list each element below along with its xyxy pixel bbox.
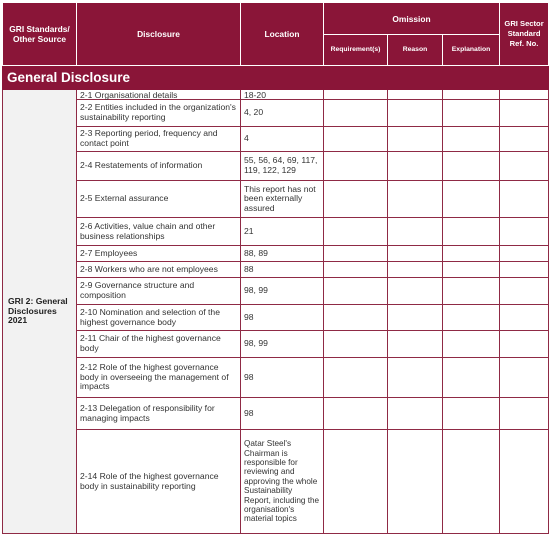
header-sector-ref: GRI Sector Standard Ref. No. xyxy=(500,3,549,66)
location-cell: 4 xyxy=(241,127,324,152)
sector-ref-cell xyxy=(500,430,549,534)
reason-cell xyxy=(388,127,443,152)
standard-label: GRI 2: General Disclosures 2021 xyxy=(3,90,77,534)
disclosure-cell: 2-12 Role of the highest governance body in overseeing the management of impacts xyxy=(77,358,241,398)
sector-ref-cell xyxy=(500,305,549,331)
disclosure-cell: 2-14 Role of the highest governance body in sustainability reporting xyxy=(77,430,241,534)
location-cell: 98, 99 xyxy=(241,278,324,305)
disclosure-cell: 2-1 Organisational details xyxy=(77,90,241,100)
reason-cell xyxy=(388,262,443,278)
location-cell: 98 xyxy=(241,305,324,331)
table-row xyxy=(3,181,549,218)
requirements-cell xyxy=(324,262,388,278)
reason-cell xyxy=(388,278,443,305)
reason-cell xyxy=(388,398,443,430)
requirements-cell xyxy=(324,246,388,262)
disclosure-cell: 2-5 External assurance xyxy=(77,181,241,218)
requirements-cell xyxy=(324,181,388,218)
requirements-cell xyxy=(324,100,388,127)
explanation-cell xyxy=(443,331,500,358)
sector-ref-cell xyxy=(500,262,549,278)
table-row xyxy=(3,358,549,398)
header-reason: Reason xyxy=(388,35,443,66)
explanation-cell xyxy=(443,152,500,181)
requirements-cell xyxy=(324,358,388,398)
requirements-cell xyxy=(324,331,388,358)
sector-ref-cell xyxy=(500,218,549,246)
requirements-cell xyxy=(324,398,388,430)
requirements-cell xyxy=(324,127,388,152)
disclosure-cell: 2-6 Activities, value chain and other business relationships xyxy=(77,218,241,246)
requirements-cell xyxy=(324,430,388,534)
reason-cell xyxy=(388,305,443,331)
explanation-cell xyxy=(443,90,500,100)
reason-cell xyxy=(388,331,443,358)
reason-cell xyxy=(388,430,443,534)
sector-ref-cell xyxy=(500,358,549,398)
location-cell: 98, 99 xyxy=(241,331,324,358)
table-row xyxy=(3,398,549,430)
header-requirements: Requirement(s) xyxy=(324,35,388,66)
sector-ref-cell xyxy=(500,278,549,305)
explanation-cell xyxy=(443,127,500,152)
disclosure-cell: 2-13 Delegation of responsibility for managing impacts xyxy=(77,398,241,430)
reason-cell xyxy=(388,358,443,398)
disclosure-cell: 2-2 Entities included in the organization's sustainability reporting xyxy=(77,100,241,127)
explanation-cell xyxy=(443,430,500,534)
requirements-cell xyxy=(324,278,388,305)
location-cell: Qatar Steel's Chairman is responsible for reviewing and approving the whole Sustainability Report, including the organisation's material topics xyxy=(241,430,324,534)
location-cell: 21 xyxy=(241,218,324,246)
sector-ref-cell xyxy=(500,100,549,127)
explanation-cell xyxy=(443,246,500,262)
location-cell: 18-20 xyxy=(241,90,324,100)
explanation-cell xyxy=(443,181,500,218)
disclosure-cell: 2-10 Nomination and selection of the highest governance body xyxy=(77,305,241,331)
requirements-cell xyxy=(324,152,388,181)
reason-cell xyxy=(388,100,443,127)
header-location: Location xyxy=(241,3,324,66)
location-cell: 98 xyxy=(241,358,324,398)
location-cell: 88, 89 xyxy=(241,246,324,262)
header-explanation: Explanation xyxy=(443,35,500,66)
requirements-cell xyxy=(324,218,388,246)
location-cell: 4, 20 xyxy=(241,100,324,127)
table-row xyxy=(3,90,549,100)
table-row xyxy=(3,152,549,181)
location-cell: 88 xyxy=(241,262,324,278)
explanation-cell xyxy=(443,100,500,127)
location-cell: 98 xyxy=(241,398,324,430)
table-row xyxy=(3,100,549,127)
sector-ref-cell xyxy=(500,152,549,181)
disclosure-cell: 2-3 Reporting period, frequency and contact point xyxy=(77,127,241,152)
sector-ref-cell xyxy=(500,90,549,100)
reason-cell xyxy=(388,218,443,246)
reason-cell xyxy=(388,181,443,218)
header-gri-standards: GRI Standards/ Other Source xyxy=(3,3,77,66)
header-omission: Omission xyxy=(324,3,500,35)
disclosure-cell: 2-4 Restatements of information xyxy=(77,152,241,181)
reason-cell xyxy=(388,152,443,181)
sector-ref-cell xyxy=(500,181,549,218)
disclosure-cell: 2-9 Governance structure and composition xyxy=(77,278,241,305)
sector-ref-cell xyxy=(500,398,549,430)
reason-cell xyxy=(388,90,443,100)
table-row xyxy=(3,218,549,246)
section-title: General Disclosure xyxy=(3,66,549,90)
explanation-cell xyxy=(443,262,500,278)
table-row xyxy=(3,305,549,331)
sector-ref-cell xyxy=(500,127,549,152)
location-cell: This report has not been externally assured xyxy=(241,181,324,218)
table-row xyxy=(3,430,549,534)
sector-ref-cell xyxy=(500,246,549,262)
explanation-cell xyxy=(443,218,500,246)
reason-cell xyxy=(388,246,443,262)
location-cell: 55, 56, 64, 69, 117, 119, 122, 129 xyxy=(241,152,324,181)
table-row xyxy=(3,262,549,278)
header-disclosure: Disclosure xyxy=(77,3,241,66)
gri-content-index-table xyxy=(2,2,548,534)
explanation-cell xyxy=(443,398,500,430)
sector-ref-cell xyxy=(500,331,549,358)
table-row xyxy=(3,127,549,152)
disclosure-cell: 2-7 Employees xyxy=(77,246,241,262)
table-row xyxy=(3,278,549,305)
table-row xyxy=(3,246,549,262)
explanation-cell xyxy=(443,278,500,305)
disclosure-cell: 2-8 Workers who are not employees xyxy=(77,262,241,278)
requirements-cell xyxy=(324,90,388,100)
requirements-cell xyxy=(324,305,388,331)
table-row xyxy=(3,331,549,358)
disclosure-cell: 2-11 Chair of the highest governance body xyxy=(77,331,241,358)
explanation-cell xyxy=(443,358,500,398)
explanation-cell xyxy=(443,305,500,331)
